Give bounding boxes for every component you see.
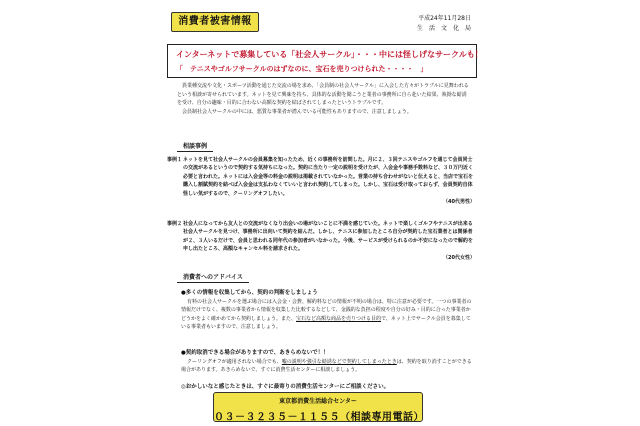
case-2-label: 事例２ [167, 221, 183, 227]
consult-note: ◎おかしいなと感じたときは、すぐに最寄りの消費生活センターにご相談ください。 [181, 384, 390, 390]
headline-main: インターネットで募集している「社会人サークル」・・・中には怪しげなサークルも！ [176, 50, 483, 59]
advice-2-tail: は、契約を取り消すことができる場合があります。あきらめないで、すぐに消費生活センターに相談しましょう。 [181, 359, 472, 374]
issue-info [417, 14, 471, 34]
intro-paragraph-1: 異業種交流や文化・スポーツ活動を通じた交流の場を求め、「会員制の社会人サークル」に入会した方々がトラブルに見舞われるという相談が寄せられています。ネットを見て興味を持ち、具体的な活動を聞こうと業者の事務所に自ら赴いた結果、執拗な勧誘を受け、自分の趣味・目的に合わない高額な契約を結ばされてしまったというトラブルです。 [177, 83, 469, 107]
case-2-signature: （20代女性） [443, 254, 475, 261]
advice-1-underlined: 宝石など高額な商品を売りつける目的 [296, 315, 382, 322]
contact-center-name: 東京都消費生活総合センター [279, 398, 357, 405]
intro-paragraph-2: 会員制社会人サークルの中には、悪質な事業者が潜んでいる可能性もありますので、注意しましょう。 [182, 108, 412, 115]
case-1-text: ネットを見て社会人サークルの会員募集を知ったため、近くの事務所を訪問した。月に２、３回テニスやゴルフを通じて会員同士の交流があるというので契約する気持ちになった。契約に当たり一定の説明を受けたが、入会金や事務手数料など、３０万円近く必要と言われた。ネットには入会金等の料金の説明は掲載されていなかった。営業の持ち合わせがないと伝えると、当店で宝石を購入し割賦契約を結べば入会金は支払わなくていいと言われ契約してしまった。しかし、宝石は受け取っておらず、会員契約自体怪しい気がするので、クーリングオフしたい。 [183, 157, 474, 197]
intro-text [177, 82, 471, 116]
case-1-signature: （40代男性） [443, 199, 475, 206]
advice-section-title: 消費者へのアドバイス [177, 272, 249, 283]
advice-2-body [181, 358, 473, 375]
headline-sub: 「 テニスやゴルフサークルのはずなのに、宝石を売りつけられた・・・・ 」 [176, 65, 428, 73]
issue-date: 平成24年11月28日 [418, 15, 471, 22]
document-page [161, 8, 483, 423]
advice-2-heading: ●契約取消できる場合がありますので、あきらめないで！！ [181, 350, 329, 356]
contact-box [213, 392, 423, 422]
advice-1-paragraph [181, 298, 473, 332]
case-2 [167, 220, 475, 262]
issuing-bureau: 生 活 文 化 局 [416, 25, 471, 32]
category-badge: 消費者被害情報 [171, 12, 259, 32]
advice-1-tail: で、ネット上でサークル会員を募集している事業者もいますので、注意しましょう。 [181, 315, 471, 331]
headline-box [167, 44, 483, 78]
advice-1-body [181, 298, 473, 332]
advice-2-underlined: 嘘の説明や強引な勧誘などで契約してしまったとき [281, 359, 397, 365]
case-2-text: 社会人になってから友人との交流がなくなり出会いの場がないことに不満を感じていた。ネットで楽しくゴルフやテニスが出来る社会人サークルを見つけ、事務所に出向いて契約を結んだ。しかし、テニスに参加したところ自分が契約した宝石業者とは関係者が２、３人いるだけで、会員と思われる同年代の参加者がいなかった。今後、サービスが受けられるのか不安になったので解約を申し出たところ、高額なキャンセル料を請求された。 [183, 221, 473, 253]
advice-1-heading: ●多くの情報を収集してから、契約の判断をしましょう [181, 290, 318, 296]
case-1-label: 事例１ [167, 157, 183, 163]
contact-phone-number: ０３－３２３５－１１５５（相談専用電話） [214, 412, 424, 423]
advice-1-text: 有料の社会人サークルを選ぶ場合には入会金・会費、解約料などの情報が不明の場合は、特に注意が必要です。一つの事業者の情報だけでなく、複数の事業者から情報を収集した比較するなどして、金銭的な負担の程度や自分の好み・目的に合った事業者かどうかをよく確かめてから契約しましょう。また、 [181, 299, 472, 322]
cases-section-title: 相談事例 [177, 141, 213, 152]
advice-2-text: クーリングオフが適用されない場合でも、 [187, 359, 282, 365]
case-1 [167, 156, 475, 206]
advice-2-paragraph [181, 358, 473, 375]
